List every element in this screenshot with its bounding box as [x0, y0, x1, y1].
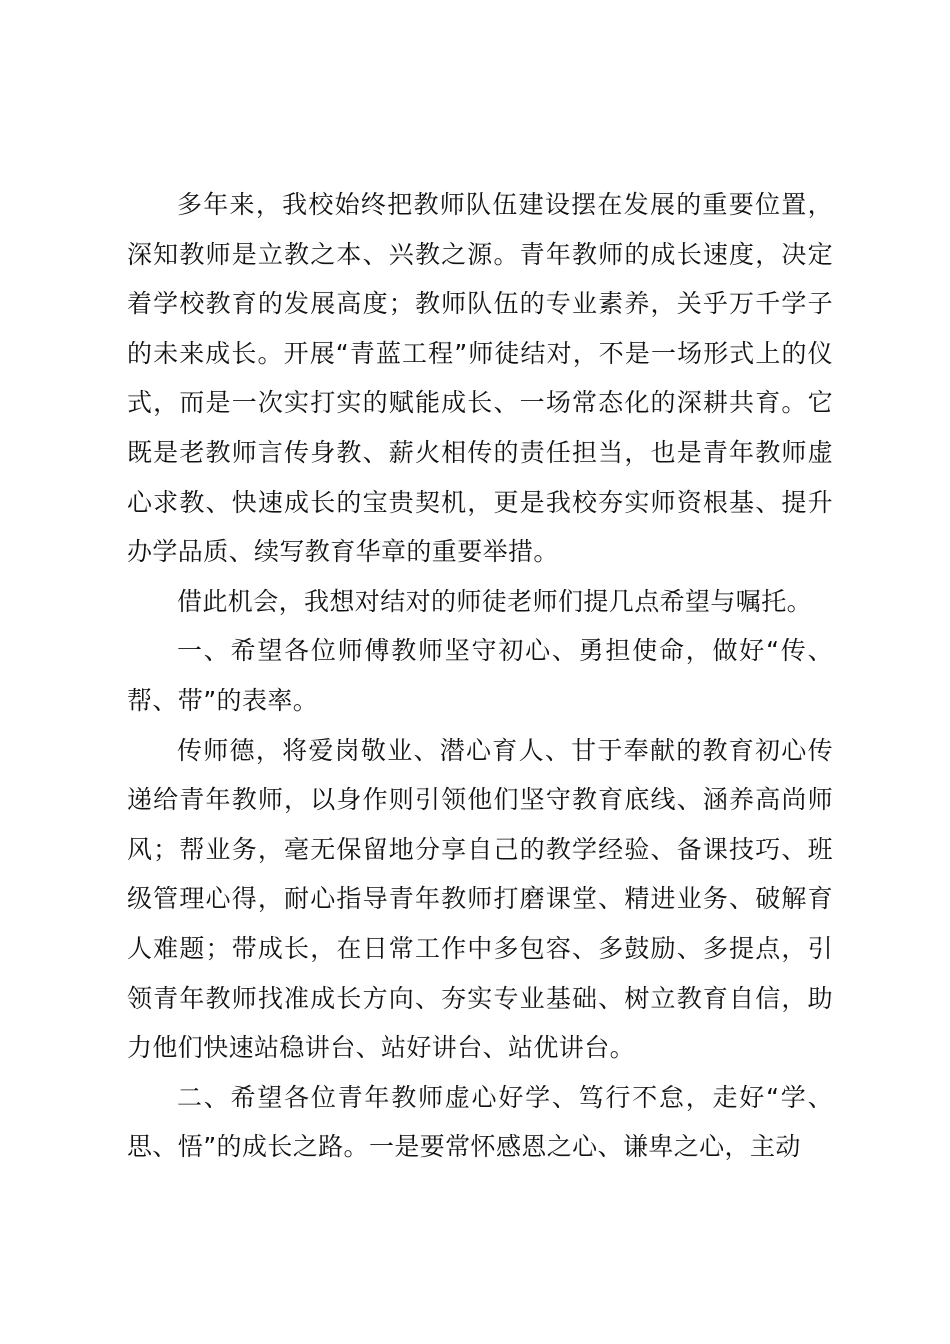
paragraph-heading-one: 一、希望各位师傅教师坚守初心、勇担使命，做好“传、帮、带”的表率。: [127, 636, 833, 715]
paragraph-intro: 多年来，我校始终把教师队伍建设摆在发展的重要位置，深知教师是立教之本、兴教之源。青年教师的成长速度，决定着学校教育的发展高度；教师队伍的专业素养，关乎万千学子的未来成长。开展“青蓝工程”师徒结对，不是一场形式上的仪式，而是一次实打实的赋能成长、一场常态化的深耕共育。它既是老教师言传身教、薪火相传的责任担当，也是青年教师虚心求教、快速成长的宝贵契机，更是我校夯实师资根基、提升办学品质、续写教育华章的重要举措。: [127, 190, 833, 567]
paragraph-transition: 借此机会，我想对结对的师徒老师们提几点希望与嘱托。: [177, 586, 813, 616]
paragraph-mentor-duties: 传师德，将爱岗敬业、潜心育人、甘于奉献的教育初心传递给青年教师，以身作则引领他们坚守教育底线、涵养高尚师风；帮业务，毫无保留地分享自己的教学经验、备课技巧、班级管理心得，耐心指导青年教师打磨课堂、精进业务、破解育人难题；带成长，在日常工作中多包容、多鼓励、多提点，引领青年教师找准成长方向、夯实专业基础、树立教育自信，助力他们快速站稳讲台、站好讲台、站优讲台。: [127, 735, 833, 1063]
document-body: [127, 180, 833, 1172]
paragraph-heading-two: 二、希望各位青年教师虚心好学、笃行不怠，走好“学、思、悟”的成长之路。一是要常怀感恩之心、谦卑之心，主动: [127, 1082, 833, 1162]
